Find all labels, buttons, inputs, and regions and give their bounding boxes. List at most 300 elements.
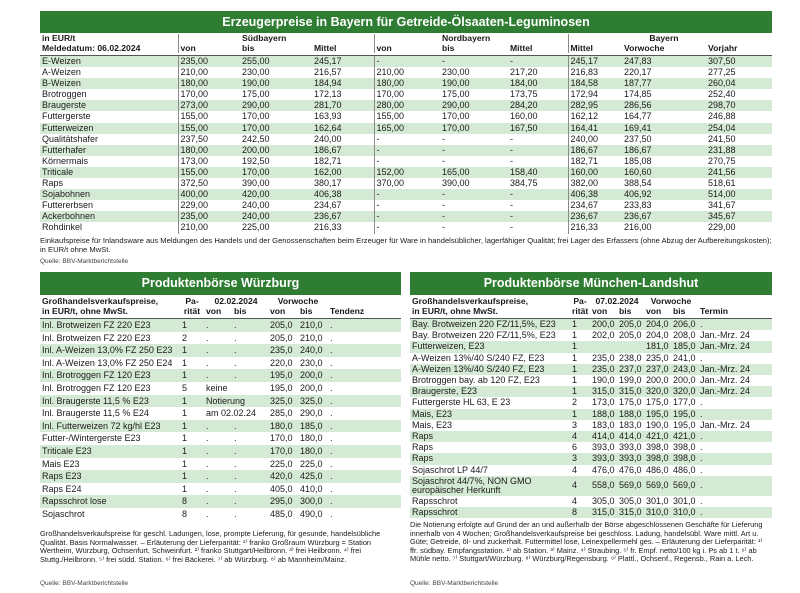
top-table-row-cell-7: 236,67: [568, 211, 622, 222]
muenchen-table-row-cell-4: 398,0: [646, 453, 669, 464]
muenchen-table-row-cell-2: 188,0: [592, 408, 615, 419]
muenchen-table-row-cell-1: 4: [572, 431, 578, 442]
muenchen-table-row: [410, 341, 772, 352]
top-source: Quelle: BBV-Marktberichtstelle: [40, 258, 129, 265]
wuerzburg-table-row: [40, 508, 401, 521]
muenchen-table-row-cell-6: .: [700, 397, 703, 408]
muenchen-table-row-cell-2: 235,0: [592, 363, 615, 374]
top-table-row-cell-6: 160,00: [510, 111, 538, 122]
wuerzburg-table-row-cell-4: 220,0: [270, 357, 293, 368]
wuerzburg-table-row-cell-0: Inl. A-Weizen 13,0% FZ 250 E24: [42, 357, 173, 368]
top-table-row-cell-0: Triticale: [42, 166, 74, 177]
muenchen-hdr-vw-von: von: [646, 305, 662, 316]
wuerzburg-table-row-cell-4: 225,0: [270, 458, 293, 469]
top-table-row-cell-9: 518,61: [708, 178, 736, 189]
top-hdr-vorjahr: Vorjahr: [708, 42, 738, 53]
wuerzburg-table-row-cell-4: 420,0: [270, 471, 293, 482]
wuerzburg-table-row-cell-5: 425,0: [300, 471, 323, 482]
top-table-row-cell-9: 341,67: [708, 200, 736, 211]
top-table-row-cell-7: 216,83: [568, 67, 622, 78]
wuerzburg-table-row-cell-2: .: [206, 508, 209, 519]
top-table-row-cell-3: 236,67: [314, 211, 342, 222]
muenchen-table-row-cell-5: 177,0: [673, 397, 696, 408]
top-table-row-cell-2: 240,00: [242, 211, 270, 222]
top-table-row-cell-3: 184,94: [314, 78, 342, 89]
wuerzburg-table-row-cell-4: 195,0: [270, 382, 293, 393]
top-table-row-cell-3: 163,93: [314, 111, 342, 122]
top-table-row-cell-6: 384,75: [510, 178, 538, 189]
muenchen-table-row-cell-0: Raps: [412, 442, 434, 453]
top-table-row-cell-2: 170,00: [242, 166, 270, 177]
wuerzburg-table-row-cell-6: .: [330, 320, 333, 330]
top-table-row-cell-5: -: [442, 222, 445, 233]
muenchen-table-row-cell-2: 315,0: [592, 507, 615, 518]
top-table-row-cell-9: 307,50: [708, 56, 736, 66]
wuerzburg-table-row-cell-0: Rapsschrot lose: [42, 496, 107, 507]
top-table-row-cell-5: -: [442, 211, 445, 222]
top-table-row-cell-9: 231,88: [708, 144, 736, 155]
top-table-row-cell-0: B-Weizen: [42, 78, 81, 89]
top-hdr-date: Meldedatum: 06.02.2024: [42, 42, 141, 53]
wuerzburg-table-row: [40, 458, 401, 471]
top-table-row: [40, 200, 772, 211]
top-table-row-cell-2: 290,00: [242, 100, 270, 111]
top-table-row-cell-7: 245,17: [568, 56, 622, 68]
wuerzburg-table-row-cell-2: .: [206, 420, 209, 431]
wuerzburg-table-row-cell-2: .: [206, 445, 209, 456]
top-header-row-2: [40, 44, 772, 54]
top-table-row-cell-9: 277,25: [708, 67, 736, 78]
wuerzburg-table-row-cell-5: 210,0: [300, 320, 323, 330]
muenchen-table-row-cell-1: 1: [572, 386, 578, 397]
top-table-row-cell-8: 174,85: [624, 89, 652, 100]
muenchen-table-row-cell-3: 205,0: [619, 319, 642, 329]
top-table-row-cell-8: 160,60: [624, 166, 652, 177]
muenchen-table-row-cell-1: 1: [572, 352, 578, 363]
top-table-row-cell-9: 254,04: [708, 122, 736, 133]
top-table-row: [40, 67, 772, 78]
top-table-row-cell-1: 372,50: [178, 178, 240, 189]
muenchen-note: Die Notierung erfolgte auf Grund der an und außerhalb der Börse abgeschlossenen Geschäfte für Lieferung innerhalb von 4 Wochen; Großhandelsverkaufspreise bei geschloss. Ladung, handelsübl. Ware mittl. Art u. Güte; Getreide, öl- und zuckerhalt. Futtermittel lose, Leinexpellermehl ges. – Erläuterung der Lieferparität: ¹⁾ ffr. südbay. Empfangsstation. ²⁾ ab Station. ³⁾ Mainz. ⁴⁾ Straubing. ⁵⁾ fr. Empf. netto/100 kg i. Ps ab 1 t. ⁶⁾ ab Mühle netto. ⁷⁾ Stuttgart/Würzburg. ⁸⁾ Würzburg/Regensburg. ⁹⁾ Plattl., Ochsenf., Regensb., Rain a. Lech.: [410, 520, 763, 564]
wuerzburg-table-row-cell-6: .: [330, 496, 333, 507]
top-table-row-cell-7: 160,00: [568, 167, 622, 178]
top-table-row-cell-8: 216,00: [624, 222, 652, 233]
wuerzburg-table-row-cell-1: 1: [182, 320, 188, 330]
muenchen-table-row-cell-5: 195,0: [673, 419, 696, 430]
wuerzburg-table-row-cell-3: .: [234, 508, 237, 519]
muenchen-table-row-cell-3: 393,0: [619, 453, 642, 464]
muenchen-table-row-cell-0: Bay. Brotweizen 220 FZ/11,5%, E23: [412, 330, 556, 341]
wuerzburg-table-row-cell-5: 240,0: [300, 345, 323, 356]
top-hdr-region-sued: Südbayern: [242, 33, 287, 43]
top-table-row: [40, 89, 772, 100]
wuerzburg-table-row-cell-2: .: [206, 320, 209, 330]
muenchen-table-row-cell-4: 569,0: [646, 480, 669, 491]
top-table-row-cell-1: 155,00: [178, 167, 240, 178]
muenchen-table-row-cell-1: 6: [572, 442, 578, 453]
wuerzburg-table-row-cell-0: Futter-/Wintergerste E23: [42, 433, 141, 444]
wuerzburg-table-row-cell-1: 1: [182, 483, 188, 494]
wuerzburg-table-row-cell-6: .: [330, 345, 333, 356]
muenchen-hdr-paritaet1: Pa-: [573, 296, 587, 306]
wuerzburg-table-row-cell-4: 180,0: [270, 420, 293, 431]
top-table-row-cell-1: 237,50: [178, 134, 240, 145]
muenchen-table-row-cell-4: 310,0: [646, 507, 669, 518]
muenchen-table-row: [410, 496, 772, 507]
top-table-row: [40, 156, 772, 167]
muenchen-table-row: [410, 386, 772, 397]
muenchen-table-row-cell-3: 476,0: [619, 464, 642, 475]
muenchen-table-row-cell-5: 421,0: [673, 431, 696, 442]
top-table-row: [40, 145, 772, 156]
wuerzburg-table-row-cell-6: .: [330, 357, 333, 368]
muenchen-table-row-cell-6: .: [700, 352, 703, 363]
top-table-row-cell-9: 514,00: [708, 189, 736, 200]
wuerzburg-table-row-cell-5: 185,0: [300, 420, 323, 431]
muenchen-table-row-cell-0: Brotroggen bay. ab 120 FZ, E23: [412, 375, 540, 386]
top-table-row-cell-0: Futtergerste: [42, 111, 91, 122]
muenchen-table-row: [410, 453, 772, 464]
muenchen-table-row-cell-4: 200,0: [646, 375, 669, 386]
wuerzburg-table-row-cell-2: .: [206, 370, 209, 381]
muenchen-table-row-cell-5: 206,0: [673, 319, 696, 329]
top-table-row-cell-4: -: [374, 156, 440, 167]
muenchen-table-row-cell-5: 398,0: [673, 442, 696, 453]
top-table-row-cell-1: 235,00: [178, 211, 240, 222]
wuerzburg-table-row-cell-4: 285,0: [270, 408, 293, 419]
top-table-row-cell-0: Qualitätshafer: [42, 133, 99, 144]
top-table-row-cell-6: -: [510, 222, 513, 233]
top-table-row-cell-7: 382,00: [568, 178, 622, 189]
wuerzburg-table-row-cell-0: Mais E23: [42, 458, 80, 469]
top-hdr-unit: in EUR/t: [42, 33, 76, 43]
top-note: Einkaufspreise für Inlandsware aus Meldungen des Handels und der Genossenschaften beim Erzeuger für Ware in handelsüblicher, lagerfähiger Qualität; frei Lager des Erfassers (ohne Abzug der Aufbereitungskosten); in EUR/t ohne MwSt.: [40, 236, 772, 254]
muenchen-table-row-cell-4: 237,0: [646, 363, 669, 374]
top-table-row-cell-1: 155,00: [178, 123, 240, 134]
muenchen-table-row-cell-3: 199,0: [619, 375, 642, 386]
top-table-row-cell-9: 345,67: [708, 211, 736, 222]
muenchen-table-row-cell-1: 1: [572, 330, 578, 341]
top-table-row-cell-8: 187,77: [624, 78, 652, 89]
wuerzburg-table-row-cell-6: .: [330, 382, 333, 393]
wuerzburg-table-row: [40, 357, 401, 370]
top-table-row-cell-6: 167,50: [510, 122, 538, 133]
wuerzburg-table-row-cell-1: 1: [182, 433, 188, 444]
top-hdr-bis-nord: bis: [442, 42, 455, 53]
muenchen-table-row: [410, 330, 772, 341]
muenchen-table-row-cell-0: Mais, E23: [412, 419, 453, 430]
muenchen-table-row-cell-6: Jan.-Mrz. 24: [700, 341, 751, 352]
top-table-row-cell-6: -: [510, 133, 513, 144]
muenchen-table-row: [410, 409, 772, 420]
top-table-row: [40, 189, 772, 200]
top-table-row-cell-8: 247,83: [624, 56, 652, 66]
wuerzburg-hdr-date: 02.02.2024: [214, 296, 258, 306]
muenchen-table-row: [410, 364, 772, 375]
muenchen-table-row-cell-0: Sojaschrot LP 44/7: [412, 464, 488, 475]
top-table-row-cell-4: 370,00: [374, 178, 440, 189]
muenchen-table-row-cell-2: 558,0: [592, 480, 615, 491]
wuerzburg-table-row-cell-3: .: [234, 332, 237, 343]
muenchen-table-row-cell-1: 8: [572, 507, 578, 518]
top-table-row-cell-3: 186,67: [314, 144, 342, 155]
top-table-row-cell-5: 190,00: [442, 78, 470, 89]
top-table-row-cell-7: 172,94: [568, 89, 622, 100]
top-table-row-cell-8: 233,83: [624, 200, 652, 211]
wuerzburg-table-row-cell-3: [232, 382, 268, 395]
top-table-row-cell-4: 180,00: [374, 78, 440, 89]
top-table-row-cell-8: 388,54: [624, 178, 652, 189]
muenchen-table-row: [410, 431, 772, 442]
wuerzburg-table-row-cell-5: 290,0: [300, 408, 323, 419]
top-hdr-vorwoche: Vorwoche: [624, 42, 665, 53]
wuerzburg-table-row-cell-2: .: [206, 483, 209, 494]
muenchen-table-row-cell-4: 181,0: [646, 341, 669, 352]
muenchen-hdr-vw-bis: bis: [673, 305, 686, 316]
top-table-row-cell-9: 241,50: [708, 133, 736, 144]
muenchen-title: Produktenbörse München-Landshut: [483, 276, 699, 290]
wuerzburg-table-row-cell-5: 200,0: [300, 382, 323, 393]
wuerzburg-table-row-cell-6: .: [330, 408, 333, 419]
wuerzburg-table-row-cell-3: .: [234, 483, 237, 494]
wuerzburg-table-row-cell-1: 8: [182, 496, 188, 507]
muenchen-table-row-cell-3: 414,0: [619, 431, 642, 442]
top-table-row-cell-0: Sojabohnen: [42, 189, 91, 200]
wuerzburg-table-row-cell-6: .: [330, 458, 333, 469]
top-table-row: [40, 56, 772, 68]
muenchen-table-row-cell-6: .: [700, 464, 703, 475]
muenchen-table-row-cell-6: Jan.-Mrz. 24: [700, 419, 751, 430]
wuerzburg-table-row-cell-5: 180,0: [300, 433, 323, 444]
muenchen-table-row: [410, 507, 772, 518]
wuerzburg-table-row-cell-0: Inl. A-Weizen 13,0% FZ 250 E23: [42, 345, 173, 356]
top-table-row-cell-2: 200,00: [242, 144, 270, 155]
wuerzburg-table-row: [40, 470, 401, 483]
wuerzburg-table-row-cell-3: .: [234, 320, 237, 330]
wuerzburg-table-row: [40, 445, 401, 458]
muenchen-header-row-2: [410, 307, 772, 317]
wuerzburg-table-row-cell-6: .: [330, 332, 333, 343]
muenchen-table-row-cell-6: .: [700, 480, 703, 491]
wuerzburg-table-row-cell-3: .: [234, 357, 237, 368]
top-table-row-cell-8: 220,17: [624, 67, 652, 78]
top-table-row-cell-1: 180,00: [178, 78, 240, 89]
muenchen-table-row-cell-2: 393,0: [592, 442, 615, 453]
top-title-bar: [40, 11, 772, 33]
wuerzburg-table-row-cell-0: Inl. Braugerste 11,5 % E23: [42, 395, 149, 406]
top-table-row: [40, 100, 772, 111]
top-title: Erzeugerpreise in Bayern für Getreide-Ölsaaten-Leguminosen: [222, 15, 590, 29]
top-table-row-cell-2: 170,00: [242, 122, 270, 133]
wuerzburg-table-row-cell-6: .: [330, 420, 333, 431]
muenchen-table-row-cell-5: 185,0: [673, 341, 696, 352]
top-table-row-cell-5: 175,00: [442, 89, 470, 100]
wuerzburg-table-row-cell-5: 230,0: [300, 357, 323, 368]
wuerzburg-table-row-cell-5: 325,0: [300, 395, 323, 406]
wuerzburg-table-row-cell-0: Raps E24: [42, 483, 82, 494]
top-table-row-cell-3: 216,33: [314, 222, 342, 233]
wuerzburg-table-row-cell-3: .: [234, 496, 237, 507]
top-table-row-cell-4: 210,00: [374, 67, 440, 78]
top-table-row-cell-7: 162,12: [568, 111, 622, 122]
top-table-row-cell-2: 175,00: [242, 89, 270, 100]
muenchen-table-row-cell-3: [617, 341, 644, 352]
muenchen-table-row-cell-1: 1: [572, 375, 578, 386]
wuerzburg-table-row: [40, 319, 401, 332]
wuerzburg-table-row-cell-4: 195,0: [270, 370, 293, 381]
wuerzburg-table-row-cell-2: am 02.02.24: [206, 408, 257, 419]
top-table-row: [40, 123, 772, 134]
muenchen-table-row-cell-6: Jan.-Mrz. 24: [700, 375, 751, 386]
top-hdr-region-bayern: Bayern: [649, 33, 679, 43]
wuerzburg-table-row-cell-2: Notierung: [206, 395, 246, 406]
muenchen-table-row-cell-3: 238,0: [619, 352, 642, 363]
muenchen-table-row-cell-5: 195,0: [673, 408, 696, 419]
top-table-row-cell-6: -: [510, 200, 513, 211]
muenchen-table-row-cell-5: 486,0: [673, 464, 696, 475]
top-table-row-cell-3: 162,64: [314, 122, 342, 133]
top-hdr-von-sued: von: [178, 44, 240, 54]
top-table-row-cell-5: 170,00: [442, 111, 470, 122]
wuerzburg-table-row-cell-1: 5: [182, 382, 188, 393]
muenchen-table-row: [410, 353, 772, 364]
wuerzburg-table-row-cell-5: 490,0: [300, 508, 323, 519]
top-table-row: [40, 178, 772, 189]
top-table-row-cell-4: 280,00: [374, 100, 440, 111]
wuerzburg-table-row-cell-6: .: [330, 395, 333, 406]
wuerzburg-table-row-cell-4: 325,0: [270, 395, 293, 406]
top-table-row-cell-3: 172,13: [314, 89, 342, 100]
top-table-row-cell-0: Brotroggen: [42, 89, 87, 100]
top-table-row-cell-8: 286,56: [624, 100, 652, 111]
muenchen-table-row-cell-2: 202,0: [592, 330, 615, 341]
top-table-row-cell-5: -: [442, 155, 445, 166]
wuerzburg-table-row: [40, 395, 401, 408]
top-table-row-cell-8: 186,67: [624, 144, 652, 155]
top-table-row-cell-3: 240,00: [314, 133, 342, 144]
muenchen-table-row-cell-0: Mais, E23: [412, 408, 453, 419]
top-table-row-cell-6: -: [510, 144, 513, 155]
wuerzburg-table-row-cell-1: 1: [182, 471, 188, 482]
top-table-row-cell-9: 246,88: [708, 111, 736, 122]
top-table-row-cell-0: Futterweizen: [42, 122, 94, 133]
top-hdr-von-nord: von: [374, 44, 440, 54]
muenchen-table-row-cell-5: 243,0: [673, 363, 696, 374]
muenchen-table-row: [410, 476, 772, 496]
muenchen-table-row-cell-0: Futterweizen, E23: [412, 341, 485, 352]
muenchen-table-row-cell-5: 208,0: [673, 330, 696, 341]
wuerzburg-table-row-cell-1: 1: [182, 357, 188, 368]
top-table-row-cell-7: 234,67: [568, 200, 622, 211]
muenchen-table-row: [410, 442, 772, 453]
top-table-row-cell-0: Rohdinkel: [42, 222, 83, 233]
muenchen-table-row-cell-5: 301,0: [673, 495, 696, 506]
wuerzburg-hdr-line1: Großhandelsverkaufspreise,: [42, 296, 159, 306]
muenchen-table-row-cell-0: Rapsschrot: [412, 507, 458, 518]
wuerzburg-table-row: [40, 432, 401, 445]
top-table-row-cell-5: 390,00: [442, 178, 470, 189]
wuerzburg-hdr-line2: in EUR/t, ohne MwSt.: [42, 305, 128, 316]
muenchen-table-row-cell-4: 195,0: [646, 408, 669, 419]
muenchen-table-row-cell-6: .: [700, 453, 703, 464]
top-table-row-cell-6: 217,20: [510, 67, 538, 78]
muenchen-title-bar: [410, 272, 772, 295]
wuerzburg-table-row-cell-6: .: [330, 445, 333, 456]
top-table-row-cell-8: 406,92: [624, 189, 652, 200]
muenchen-table-row-cell-1: 3: [572, 453, 578, 464]
top-table-row-cell-3: 216,57: [314, 67, 342, 78]
top-table-row: [40, 111, 772, 122]
wuerzburg-table-row-cell-2: .: [206, 332, 209, 343]
top-table-row-cell-3: 380,17: [314, 178, 342, 189]
muenchen-table-row-cell-3: 237,0: [619, 363, 642, 374]
muenchen-table-row-cell-3: 205,0: [619, 330, 642, 341]
top-table-row-cell-2: 390,00: [242, 178, 270, 189]
wuerzburg-table-row: [40, 495, 401, 508]
top-table-row-cell-4: -: [374, 211, 440, 222]
wuerzburg-header-row-2: [40, 307, 401, 317]
muenchen-table-row-cell-6: .: [700, 431, 703, 442]
top-table-row-cell-1: 229,00: [178, 200, 240, 211]
muenchen-table-row-cell-6: .: [700, 495, 703, 506]
wuerzburg-table-row-cell-6: .: [330, 483, 333, 494]
wuerzburg-table-row-cell-0: Triticale E23: [42, 445, 92, 456]
muenchen-hdr-line2: in EUR/t, ohne MwSt.: [412, 305, 498, 316]
muenchen-table-row-cell-3: 315,0: [619, 507, 642, 518]
muenchen-table-row-cell-4: 175,0: [646, 397, 669, 408]
wuerzburg-table-row-cell-3: .: [234, 471, 237, 482]
wuerzburg-table-row: [40, 483, 401, 496]
top-table-row-cell-7: 164,41: [568, 123, 622, 134]
top-table-row: [40, 211, 772, 222]
muenchen-table-row-cell-4: 320,0: [646, 386, 669, 397]
top-table-row-cell-5: -: [442, 144, 445, 155]
muenchen-table-row-cell-1: 3: [572, 419, 578, 430]
muenchen-table-row-cell-4: 190,0: [646, 419, 669, 430]
wuerzburg-table-row-cell-1: 1: [182, 345, 188, 356]
wuerzburg-table-row-cell-5: 180,0: [300, 445, 323, 456]
top-table-row-cell-6: 158,40: [510, 166, 538, 177]
top-table-row-cell-9: 270,75: [708, 155, 736, 166]
top-table-row-cell-0: Ackerbohnen: [42, 211, 96, 222]
wuerzburg-table-row-cell-6: .: [330, 370, 333, 381]
wuerzburg-note: Großhandelsverkaufspreise für geschl. Ladungen, lose, prompte Lieferung, für gesunde, handelsübliche Qualität. Basis Normalwasser. – Erläuterung der Lieferparität: ¹⁾ franko Großraum Würzburg = Station Wertheim, Würzburg, Ochsenfurt, Schweinfurt. ²⁾ franko Stuttgart/Heilbronn. ³⁾ frei Heilbronn. ⁴⁾ frei Stuttg./Heilbronn. ⁵⁾ frei südd. Station. ⁶⁾ frei Bäckerei. ⁷⁾ ab Würzburg. ⁸⁾ ab Mannheim/Mainz.: [40, 529, 381, 564]
top-table-row-cell-3: 245,17: [314, 56, 342, 66]
muenchen-table-row-cell-2: 476,0: [592, 464, 615, 475]
muenchen-table-row-cell-5: 241,0: [673, 352, 696, 363]
wuerzburg-table-row-cell-5: 210,0: [300, 332, 323, 343]
top-table-row-cell-7: 240,00: [568, 134, 622, 145]
top-table-row-cell-6: -: [510, 189, 513, 200]
wuerzburg-table-row-cell-4: 205,0: [270, 320, 293, 330]
wuerzburg-table: [40, 297, 401, 521]
top-table-row-cell-2: 255,00: [242, 56, 270, 66]
muenchen-table-row-cell-5: 200,0: [673, 375, 696, 386]
wuerzburg-source: Quelle: BBV-Marktberichtstelle: [40, 580, 129, 587]
top-table-row-cell-8: 169,41: [624, 122, 652, 133]
top-table-row-cell-1: 173,00: [178, 156, 240, 167]
muenchen-table-row-cell-2: 414,0: [592, 431, 615, 442]
wuerzburg-table-row: [40, 344, 401, 357]
muenchen-table-row-cell-5: 398,0: [673, 453, 696, 464]
muenchen-table-row-cell-4: 301,0: [646, 495, 669, 506]
muenchen-table-row-cell-0: Futtergerste HL 63, E 23: [412, 397, 511, 408]
top-table-row-cell-7: 186,67: [568, 145, 622, 156]
top-table-row-cell-8: 164,77: [624, 111, 652, 122]
muenchen-table-row-cell-3: 315,0: [619, 386, 642, 397]
wuerzburg-table-row-cell-2: .: [206, 471, 209, 482]
muenchen-table-row-cell-2: [590, 341, 617, 352]
